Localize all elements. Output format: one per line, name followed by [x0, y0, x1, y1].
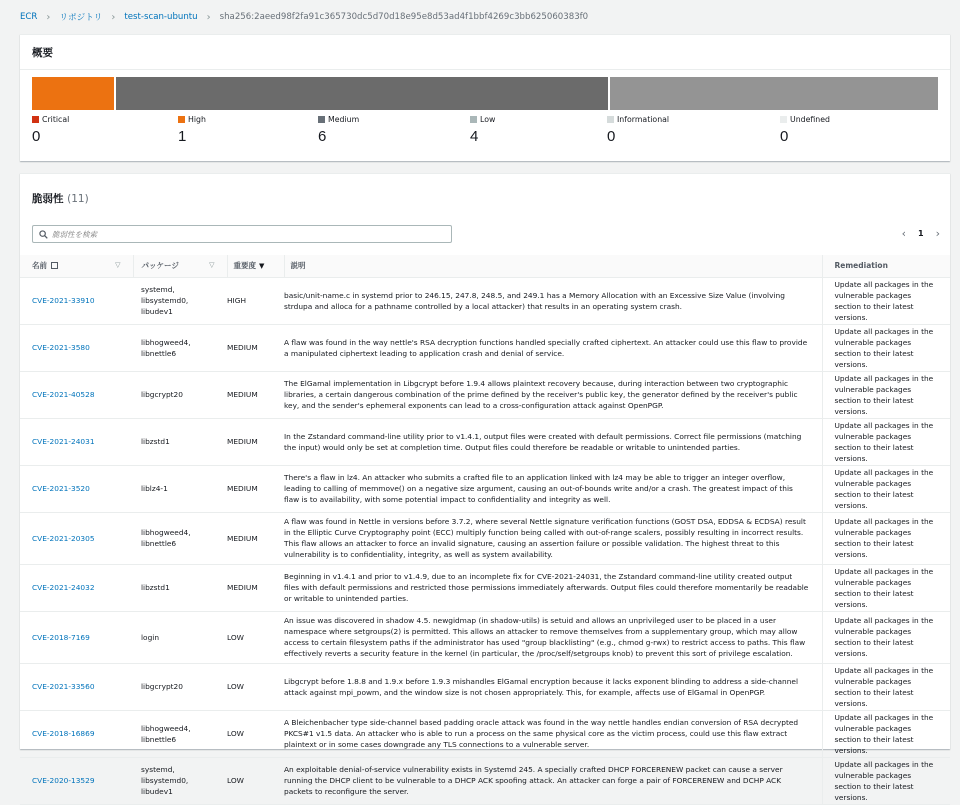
package-cell: libhogweed4, libnettle6 — [133, 512, 227, 564]
remediation-cell: Update all packages in the vulnerable packages section to their latest versions. — [822, 465, 950, 512]
severity-cell: MEDIUM — [227, 564, 284, 611]
table-row — [20, 663, 950, 710]
external-link-icon — [51, 262, 58, 269]
description-cell: The ElGamal implementation in Libgcrypt before 1.9.4 allows plaintext recovery because, during interaction between two cryptographic libraries, a certain dangerous combination of the prime defined by the receiver's public key, the generator defined by the receiver's public key, and the sender's ephemeral exponents can lead to a cross-configuration attack against OpenPGP. — [284, 371, 822, 418]
severity-label: High — [188, 115, 206, 124]
description-cell: basic/unit-name.c in systemd prior to 246.15, 247.8, 248.5, and 249.1 has a Memory Allocation with an Excessive Size Value (involving strdupa and alloca for a pathname controlled by a local attacker) that results in an operating system crash. — [284, 277, 822, 324]
severity-swatch — [318, 116, 325, 123]
cve-link[interactable]: CVE-2021-33560 — [20, 663, 133, 710]
severity-bar-segment-low — [610, 77, 938, 110]
remediation-cell: Update all packages in the vulnerable packages section to their latest versions. — [822, 564, 950, 611]
severity-count: 1 — [178, 128, 187, 145]
package-cell: libgcrypt20 — [133, 663, 227, 710]
package-cell: systemd, libsystemd0, libudev1 — [133, 757, 227, 804]
overview-panel — [20, 34, 950, 161]
severity-swatch — [780, 116, 787, 123]
vulnerabilities-panel — [20, 173, 950, 802]
remediation-cell: Update all packages in the vulnerable packages section to their latest versions. — [822, 710, 950, 757]
severity-stat-low — [470, 115, 495, 145]
remediation-cell: Update all packages in the vulnerable packages section to their latest versions. — [822, 663, 950, 710]
severity-cell: MEDIUM — [227, 324, 284, 371]
chevron-right-icon: › — [111, 11, 116, 23]
package-cell: liblz4-1 — [133, 465, 227, 512]
overview-title: 概要 — [32, 47, 53, 59]
cve-link[interactable]: CVE-2021-3580 — [20, 324, 133, 371]
column-header-remediation[interactable]: Remediation — [822, 255, 950, 277]
package-cell: libzstd1 — [133, 564, 227, 611]
column-header-name[interactable]: 名前 ▽ — [20, 255, 133, 277]
column-header-severity[interactable]: 重要度 ▼ — [227, 255, 284, 277]
severity-cell: LOW — [227, 710, 284, 757]
search-input[interactable] — [52, 230, 442, 239]
severity-bar-segment-medium — [116, 77, 608, 110]
severity-cell: LOW — [227, 663, 284, 710]
column-header-description[interactable]: 説明 — [284, 255, 822, 277]
table-row — [20, 324, 950, 371]
column-header-package[interactable]: パッケージ ▽ — [133, 255, 227, 277]
table-row — [20, 611, 950, 663]
severity-stat-critical — [32, 115, 69, 145]
description-cell: A flaw was found in the way nettle's RSA decryption functions handled specially crafted ciphertext. An attacker could use this flaw to provide a manipulated ciphertext leading to application crash and denial of service. — [284, 324, 822, 371]
breadcrumb-current-image: sha256:2aeed98f2fa91c365730dc5d70d18e95e8d53ad4f1bbf4269c3bb625060383f0 — [219, 12, 589, 22]
severity-label: Medium — [328, 115, 360, 124]
severity-stat-medium — [318, 115, 359, 145]
severity-cell: MEDIUM — [227, 512, 284, 564]
pagination — [902, 227, 940, 240]
description-cell: Libgcrypt before 1.8.8 and 1.9.x before 1.9.3 mishandles ElGamal encryption because it lacks exponent blinding to address a side-channel attack against mpi_powm, and the window size is not chosen appropriately. This, for example, affects use of ElGamal in OpenPGP. — [284, 663, 822, 710]
table-row — [20, 757, 950, 804]
package-cell: libgcrypt20 — [133, 371, 227, 418]
description-cell: An issue was discovered in shadow 4.5. newgidmap (in shadow-utils) is setuid and allows an unprivileged user to be placed in a user namespace where setgroups(2) is permitted. This allows an attacker to remove themselves from a supplementary group, which may allow access to certain filesystem paths if the administrator has used "group blacklisting" (e.g., chmod g-rwx) to restrict access to paths. This flaw effectively reverts a security feature in the kernel (in particular, the /proc/self/setgroups knob) to prevent this sort of privilege escalation. — [284, 611, 822, 663]
severity-count: 6 — [318, 128, 327, 145]
remediation-cell: Update all packages in the vulnerable packages section to their latest versions. — [822, 611, 950, 663]
sort-desc-icon: ▼ — [259, 262, 265, 271]
cve-link[interactable]: CVE-2018-7169 — [20, 611, 133, 663]
package-cell: libhogweed4, libnettle6 — [133, 710, 227, 757]
package-cell: systemd, libsystemd0, libudev1 — [133, 277, 227, 324]
chevron-right-icon: › — [206, 11, 211, 23]
remediation-cell: Update all packages in the vulnerable packages section to their latest versions. — [822, 418, 950, 465]
remediation-cell: Update all packages in the vulnerable packages section to their latest versions. — [822, 757, 950, 804]
severity-bar — [32, 77, 938, 110]
severity-count: 4 — [470, 128, 479, 145]
table-row — [20, 512, 950, 564]
severity-cell: MEDIUM — [227, 418, 284, 465]
cve-link[interactable]: CVE-2021-24032 — [20, 564, 133, 611]
severity-count: 0 — [32, 128, 41, 145]
description-cell: Beginning in v1.4.1 and prior to v1.4.9, due to an incomplete fix for CVE-2021-24031, the Zstandard command-line utility created output files with default permissions and restricted those permissions immediately afterwards. Output files could therefore momentarily be readable or writable to unintended parties. — [284, 564, 822, 611]
cve-link[interactable]: CVE-2021-40528 — [20, 371, 133, 418]
remediation-cell: Update all packages in the vulnerable packages section to their latest versions. — [822, 512, 950, 564]
remediation-cell: Update all packages in the vulnerable packages section to their latest versions. — [822, 277, 950, 324]
description-cell: A Bleichenbacher type side-channel based padding oracle attack was found in the way nettle handles endian conversion of RSA decrypted PKCS#1 v1.5 data. An attacker who is able to run a process on the same physical core as the victim process, could use this flaw extract plaintext or in some cases downgrade any TLS connections to a vulnerable server. — [284, 710, 822, 757]
cve-link[interactable]: CVE-2021-3520 — [20, 465, 133, 512]
description-cell: There's a flaw in lz4. An attacker who submits a crafted file to an application linked with lz4 may be able to trigger an integer overflow, leading to calling of memmove() on a negative size argument, causing an out-of-bounds write and/or a crash. The greatest impact of this flaw is to availability, with some potential impact to confidentiality and integrity as well. — [284, 465, 822, 512]
search-icon — [39, 230, 48, 239]
severity-cell: LOW — [227, 611, 284, 663]
breadcrumb — [0, 0, 960, 34]
severity-count: 0 — [780, 128, 789, 145]
severity-count: 0 — [607, 128, 616, 145]
table-row — [20, 465, 950, 512]
severity-cell: MEDIUM — [227, 465, 284, 512]
severity-swatch — [178, 116, 185, 123]
description-cell: A flaw was found in Nettle in versions before 3.7.2, where several Nettle signature verification functions (GOST DSA, EDDSA & ECDSA) result in the Elliptic Curve Cryptography point (ECC) multiply function being called with out-of-range scalers, possibly resulting in incorrect results. This flaw allows an attacker to force an invalid signature, causing an assertion failure or possible validation. The highest threat to this vulnerability is to confidentiality, integrity, as well as system availability. — [284, 512, 822, 564]
severity-stat-informational — [607, 115, 669, 145]
breadcrumb-repositories[interactable]: リポジトリ — [59, 13, 103, 23]
chevron-right-icon: › — [46, 11, 51, 23]
vulnerability-count: (11) — [67, 193, 89, 205]
chevron-left-icon[interactable]: ‹ — [901, 227, 907, 240]
package-cell: libhogweed4, libnettle6 — [133, 324, 227, 371]
severity-swatch — [470, 116, 477, 123]
cve-link[interactable]: CVE-2021-33910 — [20, 277, 133, 324]
severity-cell: MEDIUM — [227, 371, 284, 418]
breadcrumb-ecr[interactable]: ECR — [20, 12, 38, 22]
cve-link[interactable]: CVE-2021-20305 — [20, 512, 133, 564]
page-number[interactable]: 1 — [918, 229, 924, 238]
severity-label: Undefined — [790, 115, 830, 124]
severity-cell: LOW — [227, 757, 284, 804]
cve-link[interactable]: CVE-2020-13529 — [20, 757, 133, 804]
table-row — [20, 710, 950, 757]
severity-label: Informational — [617, 115, 670, 124]
cve-link[interactable]: CVE-2018-16869 — [20, 710, 133, 757]
remediation-cell: Update all packages in the vulnerable packages section to their latest versions. — [822, 324, 950, 371]
chevron-right-icon[interactable]: › — [935, 227, 940, 240]
table-row — [20, 371, 950, 418]
vulnerabilities-title: 脆弱性 (11) — [32, 193, 89, 205]
severity-bar-segment-high — [32, 77, 114, 110]
severity-swatch — [607, 116, 614, 123]
table-row — [20, 277, 950, 324]
breadcrumb-repository[interactable]: test-scan-ubuntu — [124, 12, 198, 22]
severity-label: Critical — [42, 115, 70, 124]
severity-label: Low — [480, 115, 496, 124]
table-row — [20, 418, 950, 465]
remediation-cell: Update all packages in the vulnerable packages section to their latest versions. — [822, 371, 950, 418]
search-box[interactable] — [32, 225, 452, 243]
cve-link[interactable]: CVE-2021-24031 — [20, 418, 133, 465]
description-cell: In the Zstandard command-line utility prior to v1.4.1, output files were created with default permissions. Correct file permissions (matching the input) would only be set at completion time. Output files could therefore be readable or writable to unintended parties. — [284, 418, 822, 465]
severity-counts — [32, 115, 938, 155]
sort-icon[interactable]: ▽ — [115, 261, 121, 269]
description-cell: An exploitable denial-of-service vulnerability exists in Systemd 245. A specially crafted DHCP FORCERENEW packet can cause a server running the DHCP client to be vulnerable to a DHCP ACK spoofing attack. An attacker can forge a pair of FORCERENEW and DCHP ACK packets to reconfigure the server. — [284, 757, 822, 804]
vulnerabilities-table — [20, 255, 950, 805]
sort-icon[interactable]: ▽ — [209, 261, 215, 269]
package-cell: libzstd1 — [133, 418, 227, 465]
severity-stat-undefined — [780, 115, 830, 145]
severity-stat-high — [178, 115, 206, 145]
table-row — [20, 564, 950, 611]
package-cell: login — [133, 611, 227, 663]
severity-cell: HIGH — [227, 277, 284, 324]
severity-swatch — [32, 116, 39, 123]
